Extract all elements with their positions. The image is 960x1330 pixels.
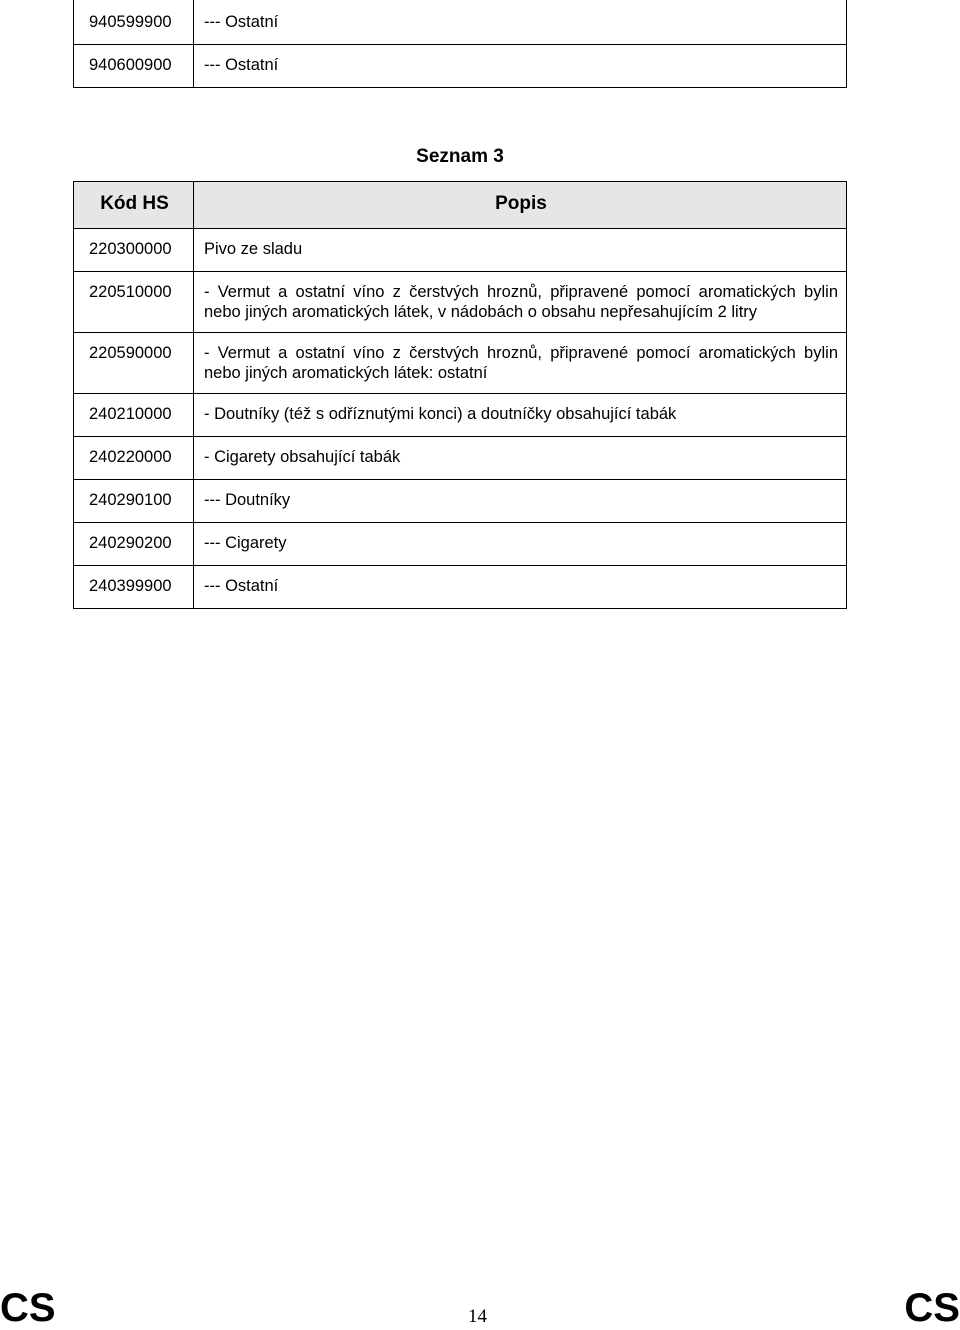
footer-language-right: CS: [904, 1286, 960, 1330]
table-row: [74, 229, 847, 272]
hs-code-cell: 220510000: [74, 272, 194, 333]
description-cell: --- Cigarety: [194, 523, 847, 566]
table-row: [74, 437, 847, 480]
hs-code-cell: 220590000: [74, 333, 194, 394]
description-cell: Pivo ze sladu: [194, 229, 847, 272]
page-number: 14: [468, 1306, 487, 1327]
table-row: [74, 333, 847, 394]
table-row: [74, 45, 847, 88]
hs-code-cell: 240399900: [74, 566, 194, 609]
hs-code-cell: 220300000: [74, 229, 194, 272]
description-cell: - Vermut a ostatní víno z čerstvých hroznů, připravené pomocí aromatických bylin nebo jiných aromatických látek: ostatní: [194, 333, 847, 394]
table-row: [74, 394, 847, 437]
hs-code-cell: 940599900: [74, 0, 194, 45]
description-cell: --- Ostatní: [194, 566, 847, 609]
hs-code-cell: 240290200: [74, 523, 194, 566]
footer-language-left: CS: [0, 1286, 56, 1330]
description-cell: - Vermut a ostatní víno z čerstvých hroznů, připravené pomocí aromatických bylin nebo jiných aromatických látek, v nádobách o obsahu nepřesahujícím 2 litry: [194, 272, 847, 333]
description-cell: --- Ostatní: [194, 45, 847, 88]
hs-code-cell: 940600900: [74, 45, 194, 88]
hs-code-cell: 240290100: [74, 480, 194, 523]
hs-code-table: [73, 181, 847, 609]
hs-code-cell: 240220000: [74, 437, 194, 480]
table-row: [74, 0, 847, 45]
section-title: Seznam 3: [416, 146, 504, 167]
table-row: [74, 523, 847, 566]
table-row: [74, 480, 847, 523]
header-code: Kód HS: [74, 182, 194, 229]
table-row: [74, 272, 847, 333]
description-cell: - Doutníky (též s odříznutými konci) a doutníčky obsahující tabák: [194, 394, 847, 437]
description-cell: - Cigarety obsahující tabák: [194, 437, 847, 480]
description-cell: --- Doutníky: [194, 480, 847, 523]
description-cell: --- Ostatní: [194, 0, 847, 45]
table-header-row: [74, 182, 847, 229]
table-row: [74, 566, 847, 609]
header-description: Popis: [194, 182, 847, 229]
top-code-table: [73, 0, 847, 88]
hs-code-cell: 240210000: [74, 394, 194, 437]
